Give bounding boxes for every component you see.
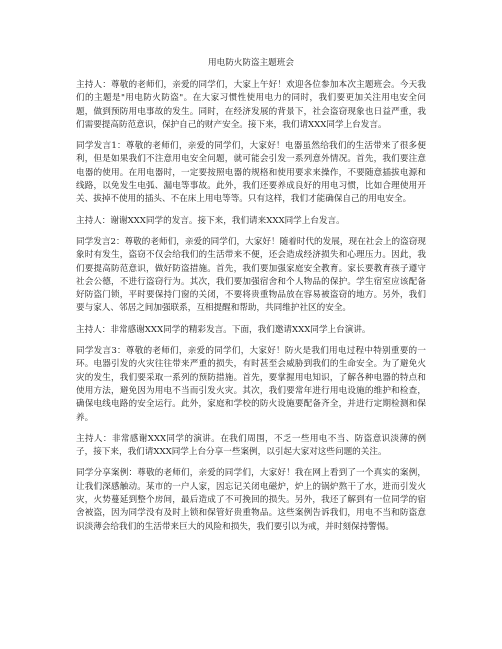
document-title: 用电防火防盗主题班会 bbox=[208, 58, 294, 68]
paragraph-case-sharing: 同学分享案例：尊敬的老师们，亲爱的同学们，大家好！我在网上看到了一个真实的案例，让我们深感触动。某市的一户人家，因忘记关闭电磁炉，炉上的锅炉熬干了水，进而引发火灾，火势蔓延到整个房间，最后造成了不可挽回的损失。另外，我还了解到有一位同学的宿舍被盗，因为同学没有及时上锁和保管好贵重物品。这些案例告诉我们，用电不当和防盗意识淡薄会给我们的生活带来巨大的风险和损失，我们要引以为戒，并时刻保持警惕。 bbox=[76, 468, 426, 532]
paragraph-speech-3: 同学发言3：尊敬的老师们，亲爱的同学们，大家好！防火是我们用电过程中特别重要的一环。电器引发的火灾往往带来严重的损失，有时甚至会威胁到我们的生命安全。为了避免火灾的发生，我们要采取一系列的预防措施。首先，要掌握用电知识，了解各种电器的特点和使用方法，避免因为用电不当而引发火灾。其次，我们要常年进行用电设施的维护和检查，确保电线电路的安全运行。此外，家庭和学校的防火设施要配备齐全，并进行定期检测和保养。 bbox=[76, 346, 426, 423]
paragraph-host-transition-1: 主持人：谢谢XXX同学的发言。接下来，我们请来XXX同学上台发言。 bbox=[76, 215, 345, 226]
paragraph-speech-2: 同学发言2：尊敬的老师们，亲爱的同学们，大家好！随着时代的发展，现在社会上的盗窃现象时有发生，盗窃不仅会给我们的生活带来不便，还会造成经济损失和心理压力。因此，我们要提高防范意识，做好防盗措施。首先，我们要加强家庭安全教育。家长要教育孩子遵守社会公德，不进行盗窃行为。其次，我们要加强宿舍和个人物品的保护。学生宿室应该配备好防盗门锁，平时要保持门窗的关闭，不要将贵重物品放在容易被盗窃的地方。另外，我们要与家人、邻居之间加强联系，互相提醒和帮助，共同维护社区的安全。 bbox=[76, 236, 426, 314]
paragraph-host-transition-2: 主持人：非常感谢XXX同学的精彩发言。下面，我们邀请XXX同学上台演讲。 bbox=[76, 324, 371, 335]
paragraph-host-transition-3: 主持人：非常感谢XXX同学的演讲。在我们周围，不乏一些用电不当、防盗意识淡薄的例子，接下来，我们请XXX同学上台分享一些案例，以引起大家对这些问题的关注。 bbox=[76, 433, 426, 458]
paragraph-host-intro: 主持人：尊敬的老师们，亲爱的同学们，大家上午好！欢迎各位参加本次主题班会。今天我们的主题是"用电防火防盗"。在大家习惯性使用电力的同时，我们要更加关注用电安全问题，做到预防用电事故的发生。同时，在经济发展的背景下，社会盗窃现象也日益严重，我们需要提高防范意识，保护自己的财产安全。接下来，我们请XXX同学上台发言。 bbox=[76, 80, 426, 130]
paragraph-speech-1: 同学发言1：尊敬的老师们，亲爱的同学们，大家好！电器虽然给我们的生活带来了很多便利，但是如果我们不注意用电安全问题，就可能会引发一系列意外情况。首先，我们要注意电器的使用。在用电器时，一定要按照电器的规格和使用要求来操作，不要随意插拔电源和线路，以免发生电弧、漏电等事故。此外，我们还要养成良好的用电习惯，比如合理使用开关、拔掉不使用的插头、不在床上用电等等。只有这样，我们才能确保自己的用电安全。 bbox=[76, 141, 426, 205]
